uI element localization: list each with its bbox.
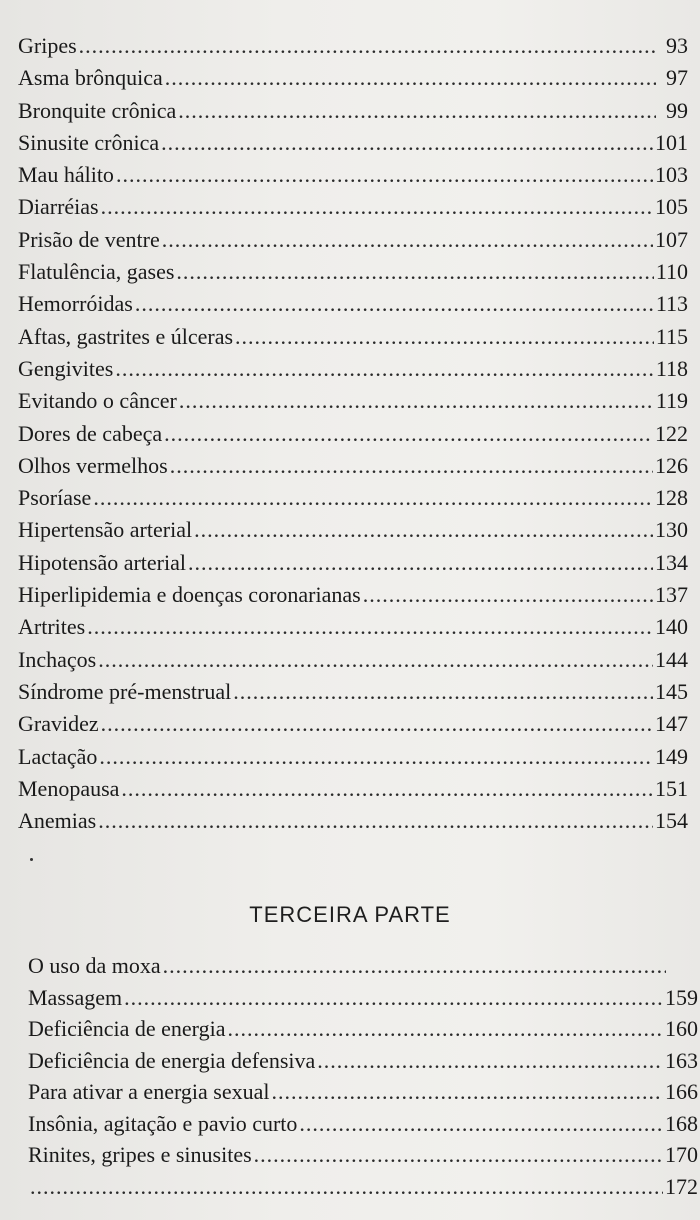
toc-page-number: 166 [665,1079,698,1104]
toc-entry [28,1045,698,1077]
toc-entry-title: Hiperlipidemia e doenças coronarianas [18,582,361,608]
leader-dots [271,1076,663,1108]
leader-dots [233,676,653,708]
toc-entry [28,1076,698,1108]
leader-dots [254,1139,663,1171]
leader-dots [98,644,653,676]
toc-entry-title: Lactação [18,743,98,769]
leader-dots [170,450,653,482]
toc-entry-title: Insônia, agitação e pavio curto [28,1110,298,1136]
toc-entry-title: Gravidez [18,711,99,737]
toc-entry-title: Gripes [18,33,77,58]
toc-page-number: 118 [655,355,688,381]
toc-entry [18,741,688,773]
leader-dots [135,288,654,320]
toc-entry-title: Evitando o câncer [18,388,177,414]
toc-entry-title: Síndrome pré-menstrual [18,678,232,704]
toc-entry-title: Flatulência, gases [18,259,175,285]
toc-entry [18,224,688,256]
leader-dots [363,579,653,611]
toc-page-number: 149 [655,743,688,769]
toc-entry [18,418,688,450]
leader-dots [99,741,653,773]
leader-dots [299,1108,663,1140]
leader-dots [317,1045,663,1077]
toc-page-number: 137 [655,582,688,608]
toc-page-number: 97 [666,65,688,91]
toc-page-number: 159 [665,984,698,1010]
leader-dots [101,191,653,223]
toc-page-number: 163 [665,1047,698,1073]
table-of-contents-part-three [28,950,698,1202]
toc-entry [18,288,688,320]
toc-page-number: 140 [655,614,688,640]
toc-entry [18,482,688,514]
toc-entry [18,127,688,159]
toc-page-number: 172 [665,1173,698,1199]
toc-page-number: 154 [655,808,688,834]
leader-dots [227,1013,663,1045]
toc-entry [28,950,698,982]
leader-dots [163,950,666,982]
leader-dots [30,1171,663,1203]
toc-entry-title: Diarréias [18,194,99,220]
toc-entry-title: Hipertensão arterial [18,517,193,543]
print-speck [30,858,33,861]
toc-page-number: 115 [655,323,688,349]
toc-entry-title: Bronquite crônica [18,97,177,123]
toc-entry [18,579,688,611]
leader-dots [162,224,653,256]
toc-entry [18,805,688,837]
toc-entry-title: O uso da moxa [28,953,161,978]
leader-dots [179,385,654,417]
toc-page-number: 101 [655,129,688,155]
leader-dots [188,547,653,579]
toc-page-number: 151 [655,775,688,801]
toc-entry-title: Menopausa [18,775,120,801]
toc-entry-title: Massagem [28,984,123,1010]
toc-page-number: 93 [666,33,688,58]
toc-entry [18,514,688,546]
toc-entry-title: Artrites [18,614,86,640]
toc-entry [18,191,688,223]
toc-page-number: 110 [655,259,688,285]
leader-dots [121,773,653,805]
leader-dots [176,256,653,288]
toc-entry-title: Dores de cabeça [18,420,163,446]
leader-dots [87,611,653,643]
toc-entry-title: Gengivites [18,355,114,381]
toc-entry-title: Sinusite crônica [18,129,160,155]
leader-dots [165,62,656,94]
toc-entry-title: Inchaços [18,646,97,672]
toc-entry [18,676,688,708]
leader-dots [124,982,663,1014]
toc-entry-title: Prisão de ventre [18,226,160,252]
toc-entry-title: Hemorróidas [18,291,133,317]
leader-dots [79,30,656,62]
toc-page-number: 128 [655,485,688,511]
toc-entry [28,1108,698,1140]
toc-entry-title: Para ativar a energia sexual [28,1079,270,1104]
toc-page-number: 99 [666,97,688,123]
toc-entry [28,1139,698,1171]
toc-page-number: 122 [655,420,688,446]
toc-entry [18,547,688,579]
toc-entry [18,256,688,288]
leader-dots [93,482,653,514]
toc-entry-title: Mau hálito [18,162,114,188]
toc-entry-title: Deficiência de energia defensiva [28,1047,316,1073]
toc-entry-title: Deficiência de energia [28,1016,226,1041]
leader-dots [98,805,653,837]
toc-entry-title: Psoríase [18,485,92,511]
toc-entry [18,773,688,805]
toc-entry-title: Rinites, gripes e sinusites [28,1142,252,1167]
toc-entry [28,982,698,1014]
toc-page-number: 103 [655,162,688,188]
toc-entry [18,159,688,191]
toc-entry [28,1171,698,1203]
toc-entry-title: Hipotensão arterial [18,549,186,575]
toc-entry-title: Aftas, gastrites e úlceras [18,323,234,349]
toc-page-number: 160 [665,1016,698,1041]
toc-entry-title: Olhos vermelhos [18,452,168,478]
toc-entry [18,62,688,94]
toc-page-number: 145 [655,678,688,704]
toc-page-number: 130 [655,517,688,543]
leader-dots [178,95,656,127]
toc-page-number: 113 [655,291,688,317]
table-of-contents-part-two [18,30,688,837]
toc-entry [18,321,688,353]
toc-entry [18,30,688,62]
toc-entry [28,1013,698,1045]
toc-entry [18,644,688,676]
toc-page-number: 134 [655,549,688,575]
leader-dots [116,159,653,191]
toc-page-number: 168 [665,1110,698,1136]
toc-entry-title: Asma brônquica [18,65,163,91]
toc-entry [18,450,688,482]
toc-entry [18,708,688,740]
leader-dots [235,321,654,353]
toc-entry-title: Anemias [18,808,97,834]
leader-dots [115,353,653,385]
toc-page-number: 107 [655,226,688,252]
toc-entry [18,353,688,385]
toc-page-number: 144 [655,646,688,672]
toc-page-number: 105 [655,194,688,220]
toc-entry [18,611,688,643]
toc-page-number: 147 [655,711,688,737]
leader-dots [164,418,653,450]
toc-entry [18,385,688,417]
leader-dots [194,514,653,546]
section-heading: TERCEIRA PARTE [249,902,451,927]
leader-dots [161,127,653,159]
toc-page-number: 170 [665,1142,698,1167]
leader-dots [101,708,653,740]
toc-page-number: 119 [655,388,688,414]
toc-entry [18,95,688,127]
toc-page-number: 126 [655,452,688,478]
